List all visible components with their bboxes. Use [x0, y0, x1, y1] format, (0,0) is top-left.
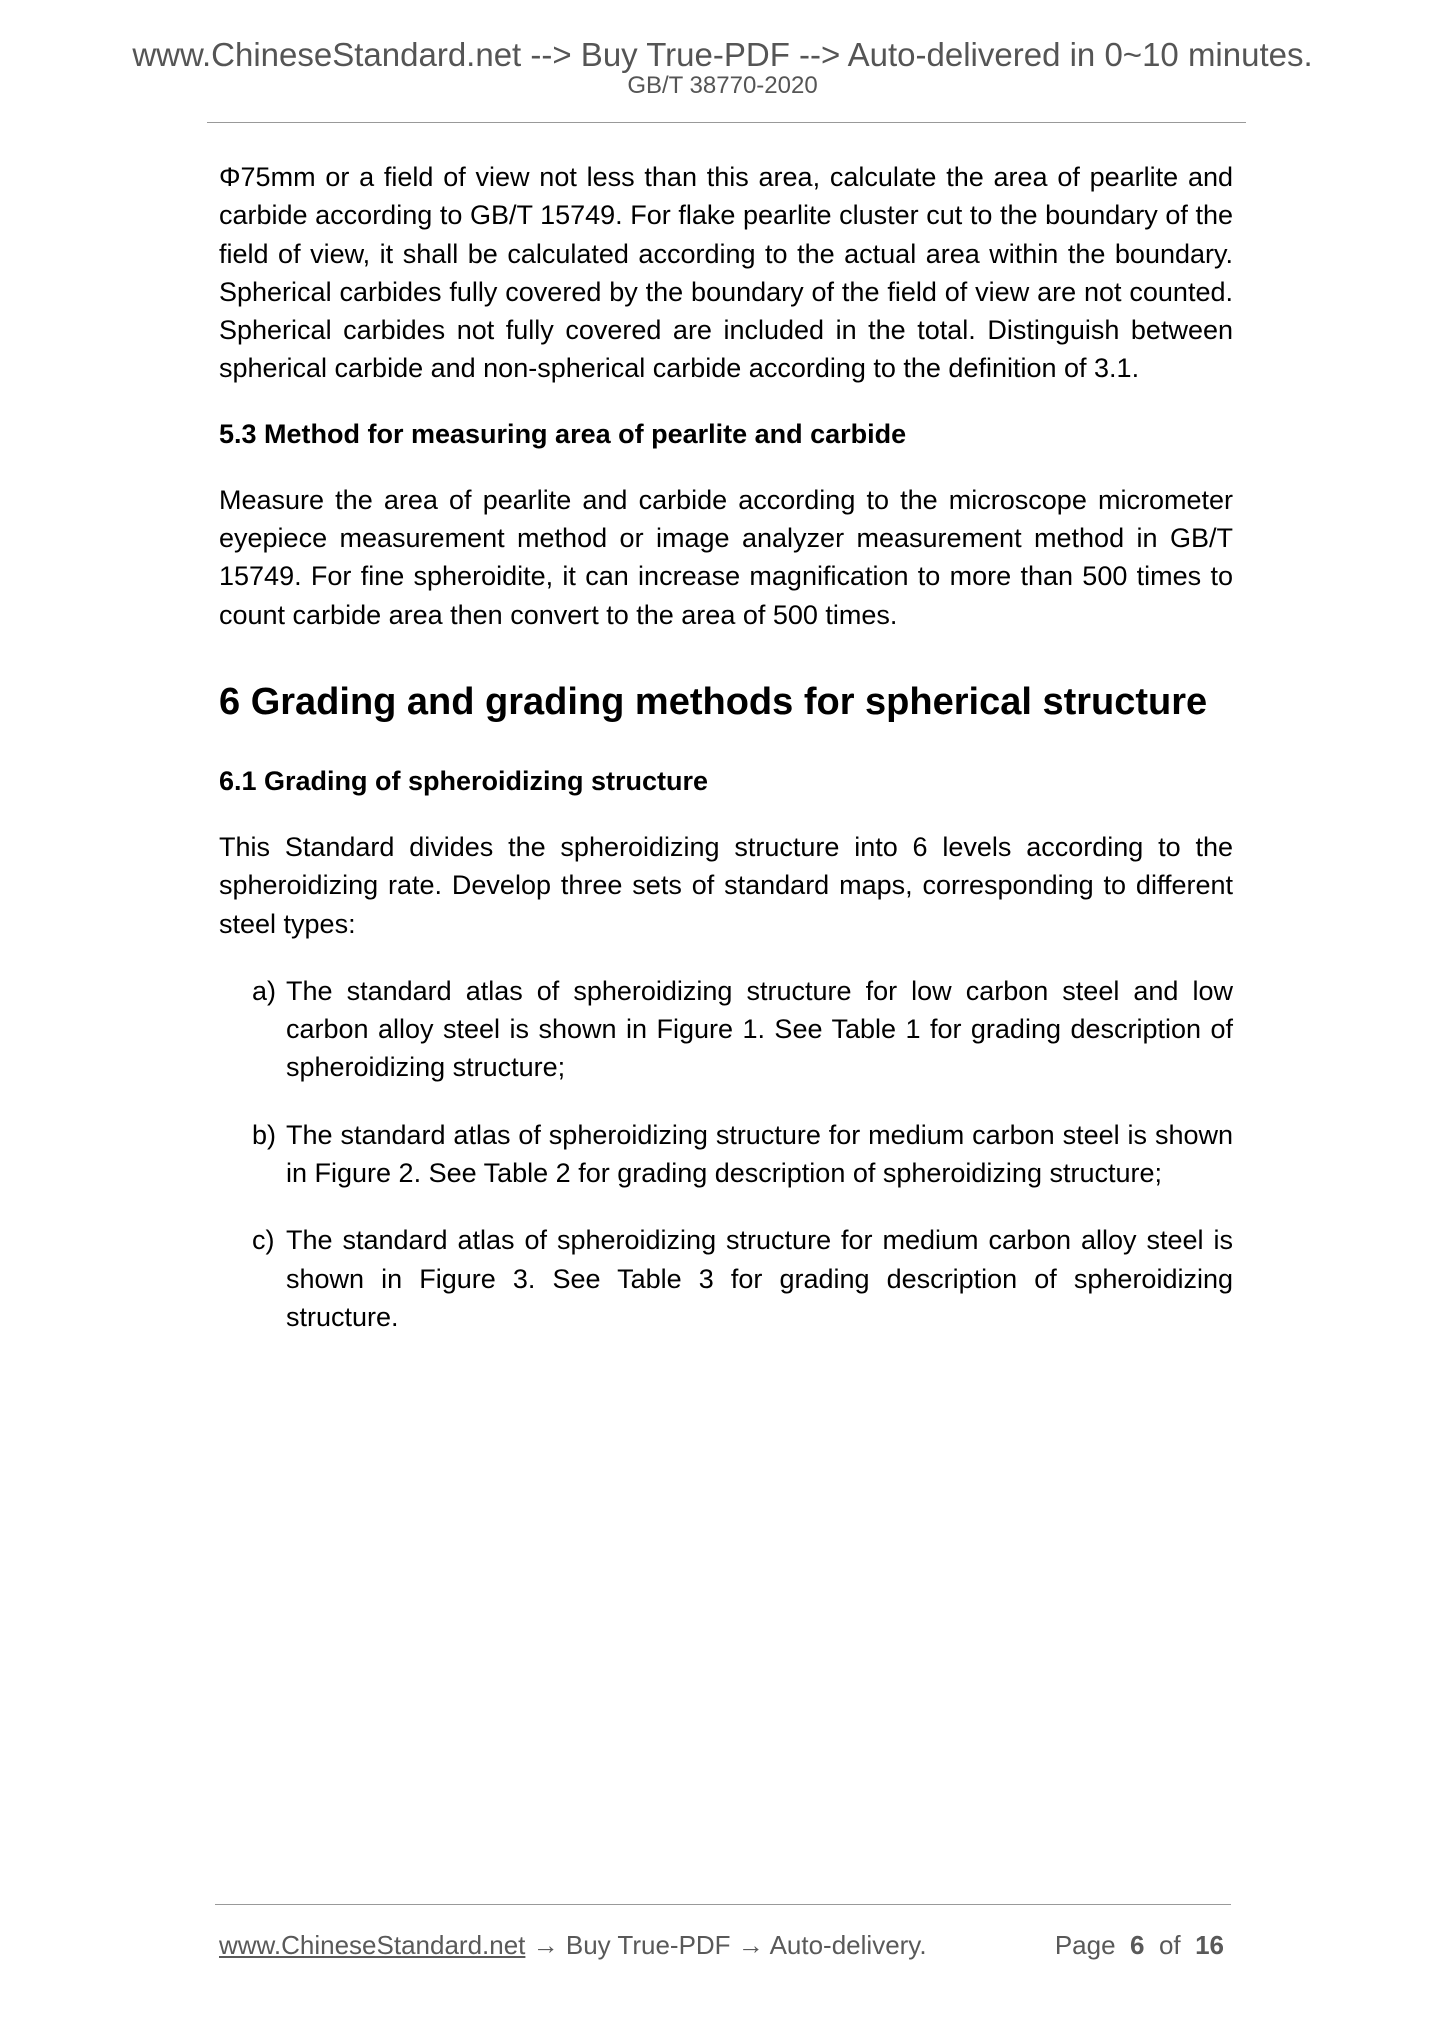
footer-tagline: → Buy True-PDF → Auto-delivery. [525, 1930, 927, 1960]
heading-5-3: 5.3 Method for measuring area of pearlite and carbide [219, 418, 907, 449]
footer-site-link[interactable]: www.ChineseStandard.net [219, 1930, 526, 1960]
page-indicator [1055, 1927, 1224, 1963]
page-content [219, 158, 1233, 1336]
paragraph-6-1: This Standard divides the spheroidizing structure into 6 levels according to the spheroidizing rate. Develop three sets of standard maps, corresponding to different steel types: [219, 831, 1233, 939]
header-banner: www.ChineseStandard.net --> Buy True-PDF --> Auto-delivered in 0~10 minutes. [132, 36, 1313, 73]
page-label: Page [1054, 1930, 1116, 1960]
list-item-text: The standard atlas of spheroidizing structure for medium carbon alloy steel is shown in Figure 3. See Table 3 for grading description of spheroidizing structure. [286, 1225, 1233, 1332]
of-label: of [1158, 1930, 1181, 1960]
standard-code: GB/T 38770-2020 [627, 72, 818, 99]
heading-6-1: 6.1 Grading of spheroidizing structure [219, 765, 709, 796]
list-item-c [252, 1221, 1233, 1336]
header-divider [207, 122, 1246, 123]
current-page-number: 6 [1130, 1930, 1145, 1960]
list-item-b [252, 1116, 1233, 1193]
footer-left [219, 1927, 927, 1963]
list-item-a [252, 972, 1233, 1087]
paragraph-5-2-continued: Φ75mm or a field of view not less than this area, calculate the area of pearlite and carbide according to GB/T 15749. For flake pearlite cluster cut to the boundary of the field of view, it shall be calculated according to the actual area within the boundary. Spherical carbides fully covered by the boundary of the field of view are not counted. Spherical carbides not fully covered are included in the total. Distinguish between spherical carbide and non-spherical carbide according to the definition of 3.1. [219, 162, 1233, 384]
list-item-text: The standard atlas of spheroidizing structure for low carbon steel and low carbon alloy steel is shown in Figure 1. See Table 1 for grading description of spheroidizing structure; [286, 975, 1233, 1083]
list-item-text: The standard atlas of spheroidizing structure for medium carbon steel is shown in Figure 2. See Table 2 for grading description of spheroidizing structure; [286, 1119, 1233, 1189]
heading-6: 6 Grading and grading methods for spherical structure [219, 680, 1208, 723]
page-footer [219, 1927, 1231, 1963]
list-marker: a) [252, 975, 277, 1006]
list-marker: c) [252, 1225, 275, 1256]
paragraph-5-3: Measure the area of pearlite and carbide according to the microscope micrometer eyepiece measurement method or image analyzer measurement method in GB/T 15749. For fine spheroidite, it can increase magnification to more than 500 times to count carbide area then convert to the area of 500 times. [219, 484, 1233, 630]
footer-divider [215, 1904, 1231, 1905]
total-pages: 16 [1195, 1930, 1224, 1960]
list-marker: b) [252, 1119, 277, 1150]
